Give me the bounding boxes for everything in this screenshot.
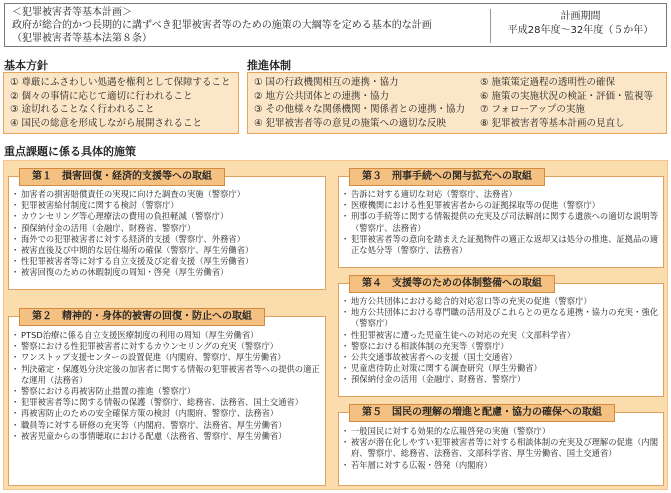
category-4-item: ・ 公共交通事故被害者への支援（国土交通省） — [344, 352, 660, 363]
category-3-list — [344, 189, 660, 256]
category-3-item: ・ 犯罪被害者等の意向を踏まえた証拠物件の適正な返却又は処分の推進、証拠品の適正な処分等（警察庁、法務省） — [344, 234, 660, 256]
promotion-item: ② 地方公共団体との連携・協力 — [254, 90, 390, 102]
priority-title: 重点課題に係る具体的施策 — [4, 145, 136, 158]
category-4-item: ・ 警察における相談体制の充実等（警察庁） — [344, 341, 660, 352]
plan-description-line1: 政府が総合的かつ長期的に講ずべき犯罪被害者等のための施策の大綱等を定める基本的な計画 — [12, 20, 432, 31]
plan-period — [498, 10, 663, 38]
category-3-title: 第３ 刑事手続への関与拡充への取組 — [349, 168, 545, 186]
category-1-item: ・ 加害者の損害賠償責任の実現に向けた調査の実施（警察庁） — [14, 189, 322, 200]
category-2-item: ・ 犯罪被害者等に関する情報の保護（警察庁、総務省、法務省、国土交通省） — [14, 397, 322, 408]
promotion-system-title: 推進体制 — [247, 59, 291, 72]
promotion-item: ⑦ フォローアップの実施 — [480, 104, 585, 115]
category-4-list — [344, 296, 660, 386]
category-2-item: ・ ワンストップ支援センターの設置促進（内閣府、警察庁、厚生労働省） — [14, 352, 322, 363]
category-4-item: ・ 児童虐待防止対策に関する調査研究（厚生労働省） — [344, 363, 660, 374]
plan-header — [4, 3, 667, 47]
category-1-item: ・ 被害直後及び中期的な居住場所の確保（警察庁、厚生労働省） — [14, 245, 322, 256]
category-3-item: ・ 医療機関における性犯罪被害者からの証拠採取等の促進（警察庁） — [344, 200, 660, 211]
basic-policy-item: ④ 国民の総意を形成しながら展開されること — [10, 117, 203, 129]
category-2-list — [14, 330, 322, 442]
category-5-title: 第５ 国民の理解の増進と配慮・協力の確保への取組 — [349, 404, 615, 422]
category-4-item: ・ 預保納付金の活用（金融庁、財務省、警察庁） — [344, 374, 660, 385]
header-description — [12, 6, 482, 45]
category-1-list — [14, 189, 322, 279]
category-2-item: ・ PTSD治療に係る自立支援医療制度の利用の周知（厚生労働省） — [14, 330, 322, 341]
category-5-item: ・ 被害が潜在化しやすい犯罪被害者等に対する相談体制の充実及び理解の促進（内閣府、警察庁、総務省、法務省、文部科学省、厚生労働省、国土交通省） — [344, 437, 660, 459]
category-3-box — [338, 171, 664, 268]
promotion-item: ① 国の行政機関相互の連携・協力 — [254, 77, 399, 88]
category-1-item: ・ 性犯罪被害者等に対する自立支援及び定着支援（厚生労働省） — [14, 256, 322, 267]
promotion-item: ④ 犯罪被害者等の意見の施策への適切な反映 — [254, 117, 447, 129]
period-label: 計画期間 — [560, 11, 601, 22]
plan-description-line2: （犯罪被害者等基本法第８条） — [12, 33, 152, 44]
category-1-box — [8, 171, 326, 290]
category-4-item: ・ 地方公共団体における専門職の活用及びこれらとの更なる連携・協力の充実・強化（警察庁） — [344, 307, 660, 329]
basic-policy-item: ③ 途切れることなく行われること — [10, 104, 155, 115]
promotion-system-box — [247, 72, 667, 134]
category-1-item: ・ 海外での犯罪被害者に対する経済的支援（警察庁、外務省） — [14, 234, 322, 245]
category-2-item: ・ 被害児童からの事情聴取における配慮（法務省、警察庁、厚生労働省） — [14, 431, 322, 442]
category-1-item: ・ 被害回復のための休暇制度の周知・啓発（厚生労働省） — [14, 267, 322, 278]
category-4-item: ・ 地方公共団体における総合的対応窓口等の充実の促進（警察庁） — [344, 296, 660, 307]
basic-policy-item: ② 個々の事情に応じて適切に行われること — [10, 90, 193, 102]
header-divider — [490, 9, 491, 43]
category-5-item: ・ 若年層に対する広報・啓発（内閣府） — [344, 460, 660, 471]
plan-title: ＜犯罪被害者等基本計画＞ — [12, 7, 132, 18]
category-2-title: 第２ 精神的・身体的被害の回復・防止への取組 — [19, 308, 265, 326]
category-4-box — [338, 278, 664, 397]
category-5-item: ・ 一般国民に対する効果的な広報啓発の実施（警察庁） — [344, 426, 660, 437]
category-2-item: ・ 警察における性犯罪被害者に対するカウンセリングの充実（警察庁） — [14, 341, 322, 352]
promotion-item: ⑤ 施策策定過程の透明性の確保 — [480, 77, 616, 88]
category-2-item: ・ 警察における再被害防止措置の推進（警察庁） — [14, 386, 322, 397]
basic-policy-item: ① 尊厳にふさわしい処遇を権利として保障すること — [10, 77, 231, 88]
basic-policy-box — [3, 72, 239, 134]
category-3-item: ・ 刑事の手続等に関する情報提供の充実及び司法解剖に関する遺族への適切な説明等（警察庁、法務省） — [344, 211, 660, 233]
category-3-item: ・ 告訴に対する適切な対応（警察庁、法務省） — [344, 189, 660, 200]
category-4-item: ・ 性犯罪被害に遭った児童生徒への対応の充実（文部科学省） — [344, 330, 660, 341]
category-1-item: ・ カウンセリング等心理療法の費用の負担軽減（警察庁） — [14, 211, 322, 222]
category-2-item: ・ 判決確定・保護処分決定後の加害者に関する情報の犯罪被害者等への提供の適正な運用（法務省） — [14, 364, 322, 386]
category-1-item: ・ 犯罪被害給付制度に関する検討（警察庁） — [14, 200, 322, 211]
promotion-item: ③ その他様々な関係機関・関係者との連携・協力 — [254, 104, 466, 115]
category-1-item: ・ 預保納付金の活用（金融庁、財務省、警察庁） — [14, 223, 322, 234]
category-1-title: 第１ 損害回復・経済的支援等への取組 — [19, 168, 225, 186]
category-4-title: 第４ 支援等のための体制整備への取組 — [349, 275, 555, 293]
promotion-item: ⑧ 犯罪被害者等基本計画の見直し — [480, 117, 625, 129]
category-5-box — [338, 407, 664, 486]
category-2-item: ・ 職員等に対する研修の充実等（内閣府、警察庁、法務省、厚生労働省） — [14, 420, 322, 431]
period-value: 平成28年度〜32年度（５か年） — [507, 25, 654, 36]
basic-policy-title: 基本方針 — [4, 59, 48, 72]
promotion-item: ⑥ 施策の実施状況の検証・評価・監視等 — [480, 90, 654, 102]
category-2-item: ・ 再被害防止のための安全確保方策の検討（内閣府、警察庁、法務省） — [14, 408, 322, 419]
category-2-box — [8, 311, 326, 486]
category-5-list — [344, 426, 660, 471]
